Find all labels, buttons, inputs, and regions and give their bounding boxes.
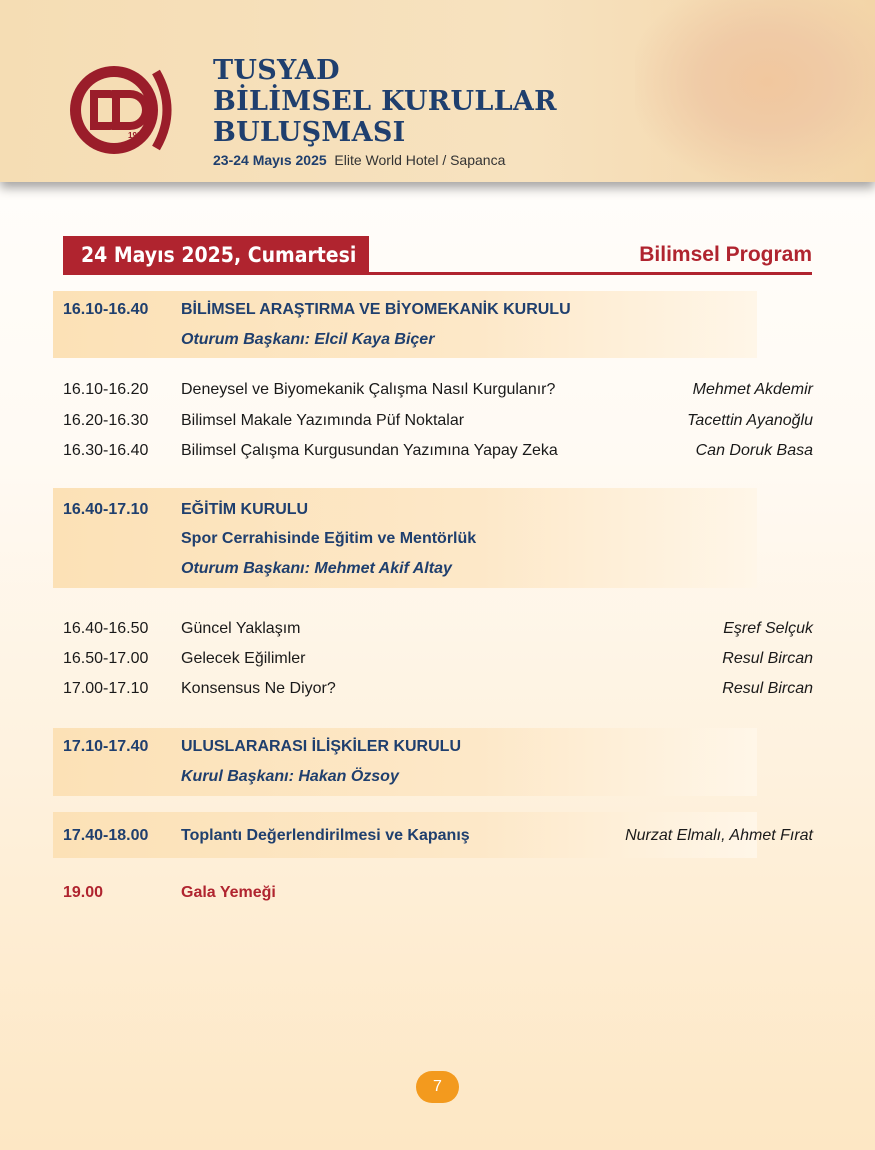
session-time: 16.10-16.40 — [63, 301, 149, 318]
session-time: 17.10-17.40 — [63, 738, 149, 755]
session-chair: Oturum Başkanı: Mehmet Akif Altay — [181, 560, 452, 577]
banner-rule — [63, 272, 812, 275]
session-row-1 — [63, 298, 813, 322]
talk-title: Deneysel ve Biyomekanik Çalışma Nasıl Kurgulanır? — [181, 381, 556, 398]
page-header — [0, 0, 875, 182]
talk-time: 16.30-16.40 — [63, 442, 149, 459]
event-date: 23-24 Mayıs 2025 — [213, 152, 327, 168]
talk-title: Bilimsel Makale Yazımında Püf Noktalar — [181, 412, 465, 429]
talk-speaker: Eşref Selçuk — [723, 620, 813, 637]
talk-row — [63, 439, 813, 463]
talk-speaker: Can Doruk Basa — [695, 442, 813, 459]
gala-row — [63, 881, 813, 905]
session-speaker: Nurzat Elmalı, Ahmet Fırat — [625, 827, 813, 844]
talk-row — [63, 409, 813, 433]
event-title-line-2: BİLİMSEL KURULLAR — [213, 86, 557, 117]
session-chair-row-2 — [63, 557, 813, 581]
event-title-block — [213, 55, 557, 168]
talk-title: Gelecek Eğilimler — [181, 650, 306, 667]
talk-row — [63, 617, 813, 641]
day-banner: 24 Mayıs 2025, Cumartesi — [63, 236, 369, 274]
session-time: 16.40-17.10 — [63, 501, 149, 518]
talk-speaker: Resul Bircan — [722, 680, 813, 697]
page-number-badge: 7 — [416, 1071, 459, 1103]
event-title-line-3: BULUŞMASI — [213, 117, 406, 148]
event-venue: Elite World Hotel / Sapanca — [334, 152, 506, 168]
session-title: EĞİTİM KURULU — [181, 501, 309, 518]
session-chair: Oturum Başkanı: Elcil Kaya Biçer — [181, 331, 435, 348]
talk-time: 16.50-17.00 — [63, 650, 149, 667]
gala-title: Gala Yemeği — [181, 884, 276, 901]
talk-speaker: Tacettin Ayanoğlu — [687, 412, 813, 429]
session-title: BİLİMSEL ARAŞTIRMA VE BİYOMEKANİK KURULU — [181, 301, 571, 318]
talk-row — [63, 647, 813, 671]
tusyad-logo — [68, 60, 188, 160]
session-subtitle-row-2 — [63, 527, 813, 551]
session-subtitle: Spor Cerrahisinde Eğitim ve Mentörlük — [181, 530, 477, 547]
session-title: ULUSLARARASI İLİŞKİLER KURULU — [181, 738, 461, 755]
event-date-venue — [213, 152, 557, 168]
session-row-4 — [63, 824, 813, 848]
talk-time: 17.00-17.10 — [63, 680, 149, 697]
program-label: Bilimsel Program — [639, 243, 812, 266]
session-chair: Kurul Başkanı: Hakan Özsoy — [181, 768, 399, 785]
talk-row — [63, 677, 813, 701]
event-title-line-1: TUSYAD — [213, 55, 340, 86]
talk-time: 16.10-16.20 — [63, 381, 149, 398]
talk-title: Güncel Yaklaşım — [181, 620, 301, 637]
header-anatomy-illustration — [635, 0, 875, 182]
session-row-3 — [63, 735, 813, 759]
session-chair-row-1 — [63, 328, 813, 352]
talk-speaker: Mehmet Akdemir — [692, 381, 813, 398]
talk-row — [63, 378, 813, 402]
talk-title: Konsensus Ne Diyor? — [181, 680, 336, 697]
session-title: Toplantı Değerlendirilmesi ve Kapanış — [181, 827, 470, 844]
session-row-2 — [63, 498, 813, 522]
session-time: 17.40-18.00 — [63, 827, 149, 844]
gala-time: 19.00 — [63, 884, 104, 901]
session-chair-row-3 — [63, 765, 813, 789]
talk-speaker: Resul Bircan — [722, 650, 813, 667]
talk-title: Bilimsel Çalışma Kurgusundan Yazımına Yapay Zeka — [181, 442, 558, 459]
svg-text:1997: 1997 — [128, 131, 146, 140]
talk-time: 16.20-16.30 — [63, 412, 149, 429]
talk-time: 16.40-16.50 — [63, 620, 149, 637]
